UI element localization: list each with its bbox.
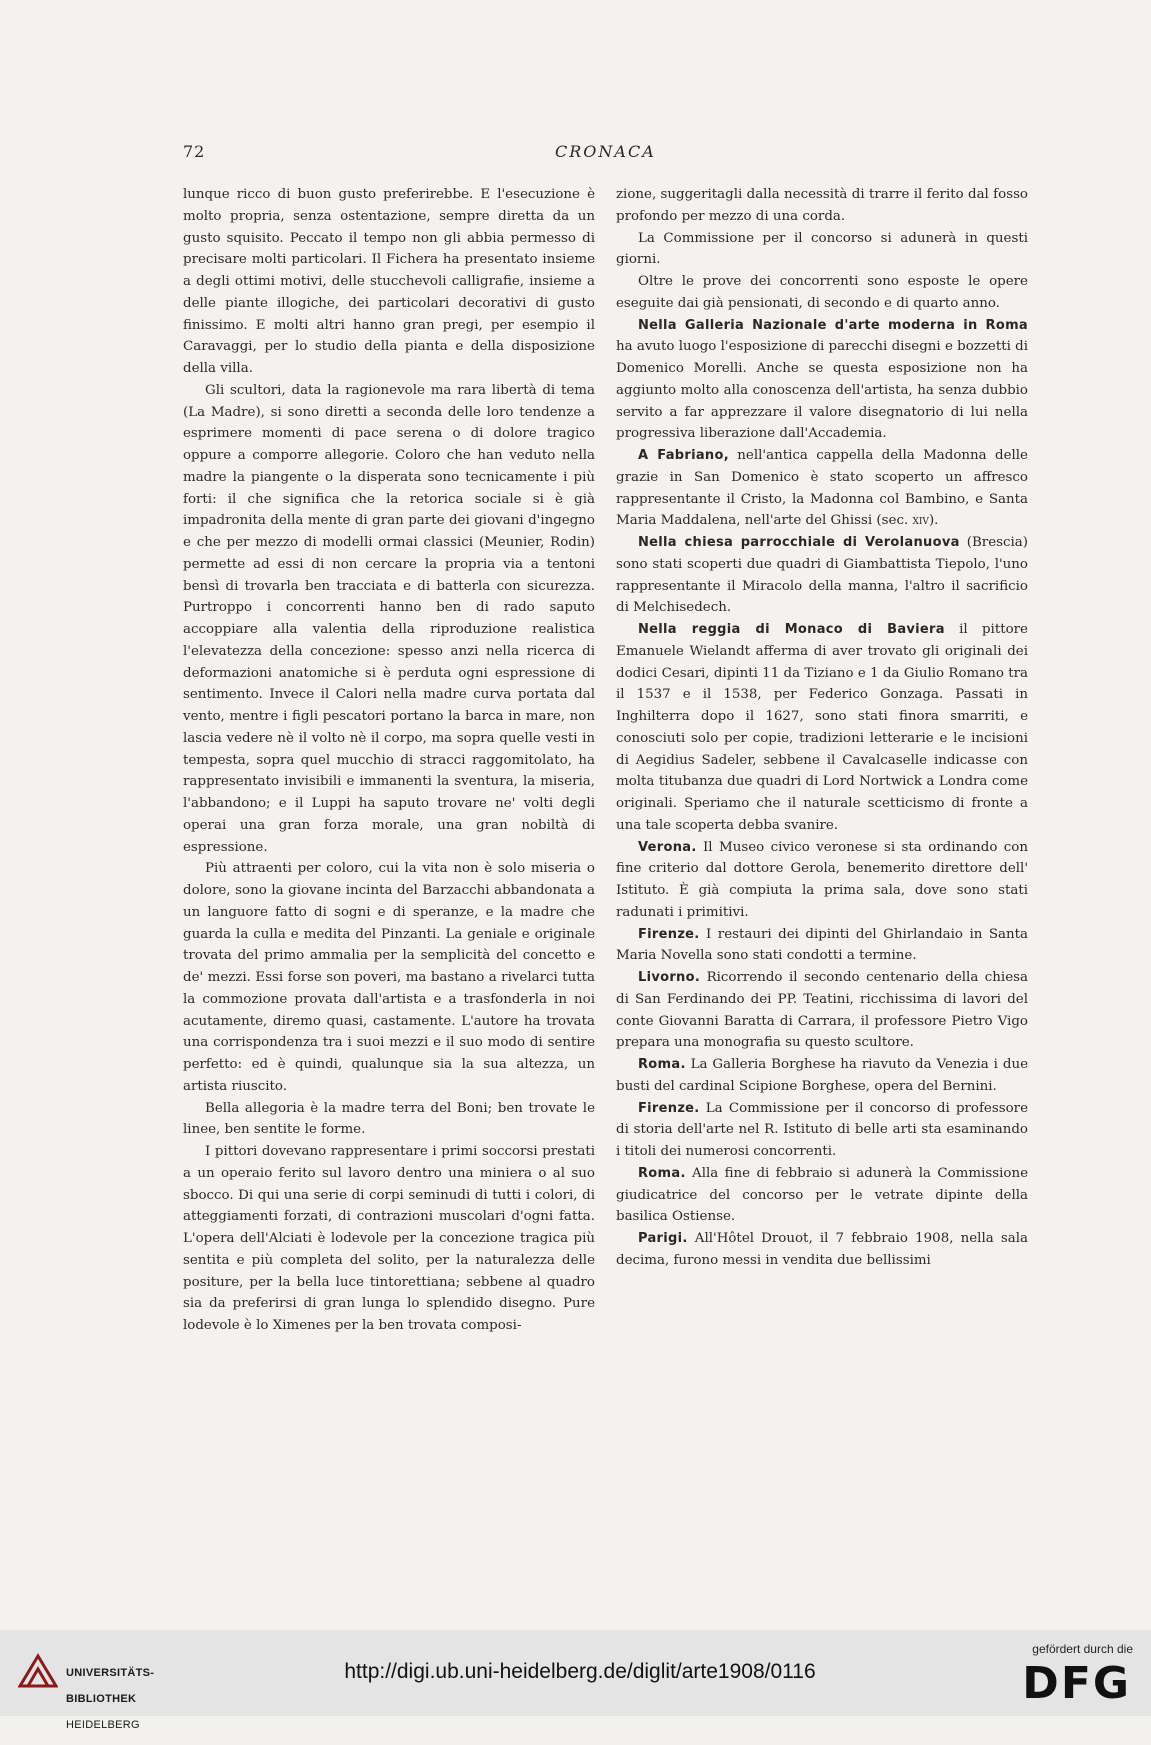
paragraph: lunque ricco di buon gusto preferirebbe. E l'esecuzione è molto propria, senza ostentazione, sempre diretta da un gusto squisito. Peccato il tempo non gli abbia permesso di precisare molti particolari. Il Fichera ha presentato insieme a degli ottimi motivi, delle stucchevoli calligrafie, insieme a delle piante illogiche, dei particolari decorativi di gusto finissimo. E molti altri hanno gran pregi, per esempio il Caravaggi, per lo studio della pianta e della disposizione della villa. xyxy=(183,187,595,376)
news-item-lead: Nella reggia di Monaco di Baviera xyxy=(638,622,945,637)
news-item-text: (Brescia) sono stati scoperti due quadri di Giambattista Tiepolo, l'uno rappresentante il Miracolo della manna, l'altro il sacrificio di Melchisedech. xyxy=(616,535,1028,616)
news-item xyxy=(616,1098,1028,1163)
news-item xyxy=(616,532,1028,619)
right-column xyxy=(616,184,1028,1272)
left-column xyxy=(183,184,595,1337)
news-item-text: All'Hôtel Drouot, il 7 febbraio 1908, nella sala decima, furono messi in vendita due bellissimi xyxy=(616,1231,1028,1268)
news-item-lead: Firenze. xyxy=(638,1100,700,1116)
library-name-line: UNIVERSITÄTS- xyxy=(66,1667,155,1679)
news-item-lead: Parigi. xyxy=(638,1231,688,1246)
news-item xyxy=(616,1163,1028,1228)
news-item xyxy=(616,837,1028,924)
news-item xyxy=(616,619,1028,837)
news-item-text: Alla fine di febbraio si adunerà la Commissione giudicatrice del concorso per le vetrate dipinte della basilica Ostiense. xyxy=(616,1165,1028,1225)
news-item-lead: Roma. xyxy=(638,1165,686,1181)
news-item-text: Ricorrendo il secondo centenario della chiesa di San Ferdinando dei PP. Teatini, ricchissima di lavori del conte Giovanni Baratta di Carrara, il professore Pietro Vigo prepara una monografia su questo scultore. xyxy=(616,970,1028,1051)
paragraph: Bella allegoria è la madre terra del Boni; ben trovate le linee, ben sentite le forme. xyxy=(183,1100,595,1138)
news-item-text: il pittore Emanuele Wielandt afferma di aver trovato gli originali dei dodici Cesari, dipinti 11 da Tiziano e 1 da Giulio Romano tra il 1537 e il 1538, per Federico Gonzaga. Passati in Inghilterra dopo il 1627, sono stati finora smarriti, e conosciuti solo per copie, tradizioni letterarie e le incisioni di Aegidius Sadeler, sebbene il Cavalcaselle indicasse con molta titubanza due quadri di Lord Nortwick a Londra come originali. Speriamo che il naturale scetticismo di fronte a una tale scoperta debba svanire. xyxy=(616,622,1028,833)
news-item xyxy=(616,967,1028,1054)
paragraph: zione, suggeritagli dalla necessità di trarre il ferito dal fosso profondo per mezzo di una corda. xyxy=(616,187,1028,224)
news-item-text: I restauri dei dipinti del Ghirlandaio in Santa Maria Novella sono stati condotti a termine. xyxy=(616,926,1028,964)
news-item xyxy=(616,924,1028,968)
news-item xyxy=(616,1228,1028,1272)
paragraph: Oltre le prove dei concorrenti sono esposte le opere eseguite dai già pensionati, di secondo e di quarto anno. xyxy=(616,274,1028,311)
news-item-lead: Firenze. xyxy=(638,926,700,942)
news-item-text: nell'antica cappella della Madonna delle grazie in San Domenico è stato scoperto un affresco rappresentante il Cristo, la Madonna col Bambino, e Santa Maria Maddalena, nell'arte del Ghissi (sec. xyxy=(616,448,1028,529)
permalink-url[interactable]: http://digi.ub.uni-heidelberg.de/diglit/arte1908/0116 xyxy=(344,1660,816,1683)
news-item-lead: A Fabriano, xyxy=(638,448,729,463)
news-item-lead: Livorno. xyxy=(638,970,701,985)
news-item-lead: Nella chiesa parrocchiale di Verolanuova xyxy=(638,535,960,550)
library-name xyxy=(66,1654,154,1745)
paragraph: I pittori dovevano rappresentare i primi soccorsi prestati a un operaio ferito sul lavoro dentro una miniera o al suo sbocco. Di qui una serie di corpi seminudi di tutti i colori, di atteggiamenti forzati, di contrazioni muscolari d'ogni fatta. L'opera dell'Alciati è lodevole per la concezione tragica più sentita e più completa del solito, per la naturalezza delle positure, per la bella luce tintorettiana; sebbene al quadro sia da preferirsi di gran lunga lo splendido disegno. Pure lodevole è lo Ximenes per la ben trovata composi- xyxy=(183,1144,595,1333)
running-title: CRONACA xyxy=(555,142,656,161)
century-numeral: xiv xyxy=(912,513,929,529)
news-item xyxy=(616,315,1028,446)
page-number: 72 xyxy=(183,142,206,161)
dfg-logo: DFG xyxy=(1022,1658,1131,1709)
news-item-text: ha avuto luogo l'esposizione di parecchi disegni e bozzetti di Domenico Morelli. Anche se questa esposizione non ha aggiunto molto alla conoscenza dell'artista, ha senza dubbio servito a far apprezzare il valore disegnatorio di lui nella progressiva liberazione dall'Accademia. xyxy=(616,339,1028,442)
news-item-text: La Galleria Borghese ha riavuto da Venezia i due busti del cardinal Scipione Borghese, opera del Bernini. xyxy=(616,1057,1028,1094)
news-item-text: ). xyxy=(928,513,939,529)
paragraph: La Commissione per il concorso si adunerà in questi giorni. xyxy=(616,230,1028,268)
news-item-text: Il Museo civico veronese si sta ordinando con fine criterio dal dottore Gerola, benemerito direttore dell' Istituto. È già compiuta la prima sala, dove sono stati radunati i primitivi. xyxy=(616,839,1028,920)
news-item-text: La Commissione per il concorso di professore di storia dell'arte nel R. Istituto di belle arti sta esaminando i titoli dei numerosi concorrenti. xyxy=(616,1100,1028,1159)
news-item xyxy=(616,1054,1028,1098)
paragraph: Gli scultori, data la ragionevole ma rara libertà di tema (La Madre), si sono diretti a seconda delle loro tendenze a esprimere momenti di pace serena o di dolore tragico oppure a comporre allegorie. Coloro che han veduto nella madre la piangente o la disperata sono tecnicamente i più forti: il che significa che la retorica sociale si è già impadronita della mente di gran parte dei giovani d'ingegno e che per mezzo di modelli ormai classici (Meunier, Rodin) permette ad essi di non cercare la propria via a tentoni bensì di trovarla ben tracciata e di batterla con sicurezza. Purtroppo i concorrenti hanno ben di rado saputo accoppiare alla valentia della riproduzione realistica l'elevatezza della concezione: spesso anzi nella ricerca di deformazioni anatomiche si è perduta ogni espressione di sentimento. Invece il Calori nella madre curva portata dal vento, mentre i figli pescatori portano la barca in mare, non lascia vedere nè il volto nè il corpo, ma sopra quelle vesti in tempesta, sopra quel mucchio di stracci raggomitolato, ha rappresentato invisibili e immanenti la sventura, la miseria, l'abbandono; e il Luppi ha saputo trovare ne' volti degli operai una gran forza morale, una gran nobiltà di espressione. xyxy=(183,382,595,855)
university-library-logo-icon xyxy=(18,1652,58,1692)
funding-caption: gefördert durch die xyxy=(1032,1642,1133,1656)
news-item-lead: Verona. xyxy=(638,839,697,855)
news-item xyxy=(616,445,1028,532)
news-item-lead: Nella Galleria Nazionale d'arte moderna in Roma xyxy=(638,317,1028,333)
library-name-line: BIBLIOTHEK xyxy=(66,1693,137,1705)
library-name-line: HEIDELBERG xyxy=(66,1719,140,1731)
news-item-lead: Roma. xyxy=(638,1057,686,1072)
paragraph: Più attraenti per coloro, cui la vita non è solo miseria o dolore, sono la giovane incinta del Barzacchi abbandonata a un languore fatto di sogni e di speranze, e la madre che guarda la culla e medita del Pinzanti. La geniale e originale trovata del primo ammalia per la semplicità del concetto e de' mezzi. Essi forse son poveri, ma bastano a rivelarci tutta la commozione provata dall'artista e a trasfonderla in noi acutamente, diremo quasi, castamente. L'autore ha trovata una corrispondenza tra i suoi mezzi e il suo modo di sentire perfetto: ed è quindi, qualunque sia la sua altezza, un artista riuscito. xyxy=(183,861,595,1094)
digitization-footer xyxy=(0,1630,1151,1731)
